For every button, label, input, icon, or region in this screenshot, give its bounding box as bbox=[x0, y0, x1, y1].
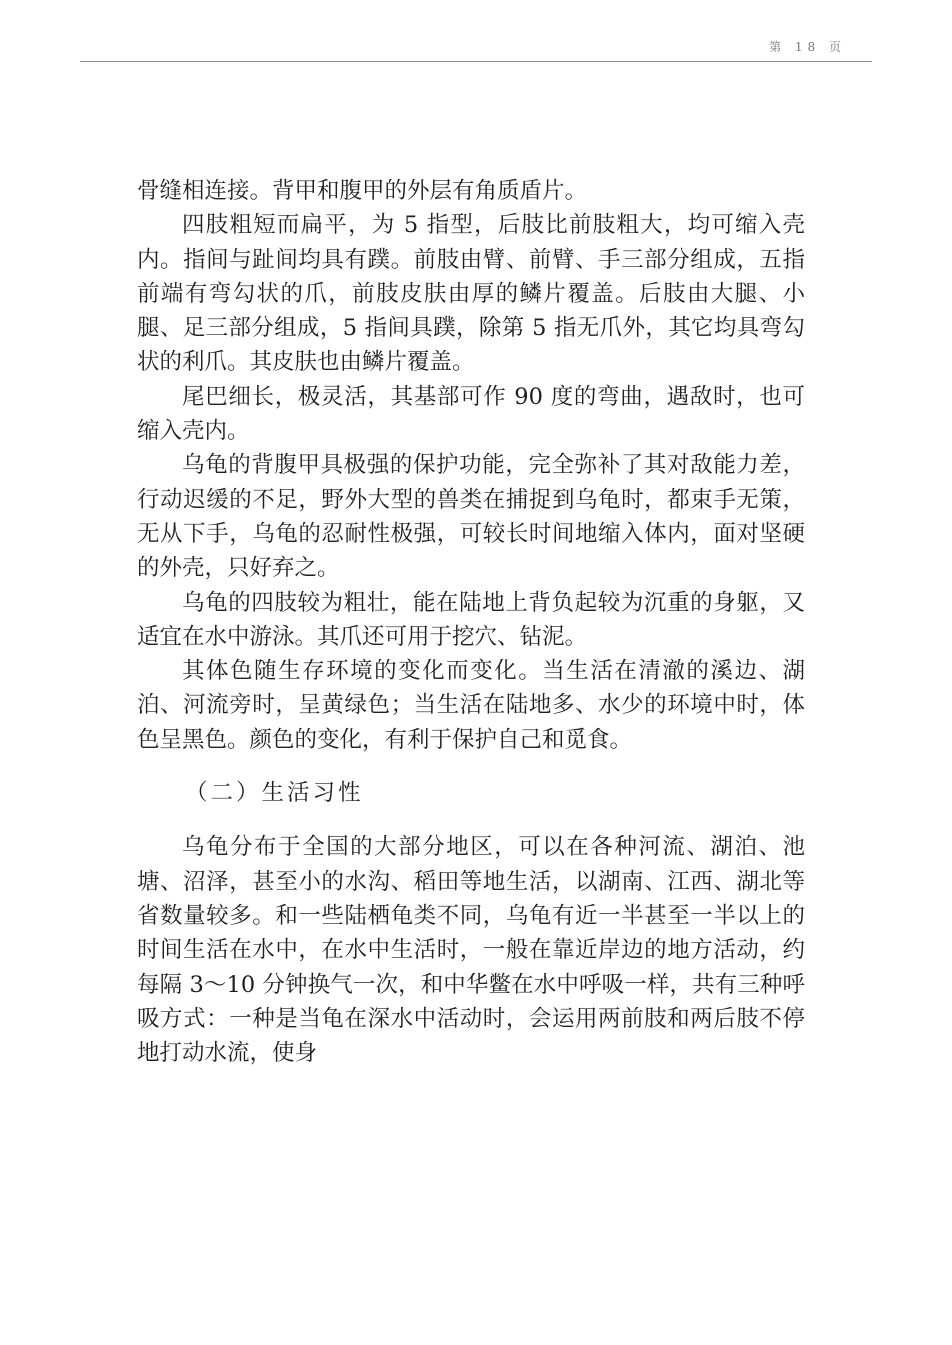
paragraph-body-color: 其体色随生存环境的变化而变化。当生活在清澈的溪边、湖泊、河流旁时，呈黄绿色；当生活在陆地多、水少的环境中时，体色呈黑色。颜色的变化，有利于保护自己和觅食。 bbox=[137, 658, 805, 753]
paragraph-habits: 乌龟分布于全国的大部分地区，可以在各种河流、湖泊、池塘、沼泽，甚至小的水沟、稻田等地生活，以湖南、江西、湖北等省数量较多。和一些陆栖龟类不同，乌龟有近一半甚至一半以上的时间生活在水中，在水中生活时，一般在靠近岸边的地方活动，约每隔 3～10 分钟换气一次，和中华鳖在水中呼吸一样，共有三种呼吸方式：一种是当龟在深水中活动时，会运用两前肢和两后肢不停地打动水流，使身 bbox=[137, 834, 805, 1067]
paragraph-shell-protection: 乌龟的背腹甲具极强的保护功能，完全弥补了其对敌能力差，行动迟缓的不足，野外大型的兽类在捕捉到乌龟时，都束手无策，无从下手，乌龟的忍耐性极强，可较长时间地缩入体内，面对坚硬的外壳，只好弃之。 bbox=[137, 452, 805, 582]
paragraph-limbs: 四肢粗短而扁平，为 5 指型，后肢比前肢粗大，均可缩入壳内。指间与趾间均具有蹼。前肢由臂、前臂、手三部分组成，五指前端有弯勾状的爪，前肢皮肤由厚的鳞片覆盖。后肢由大腿、小腿、足三部分组成，5 指间具蹼，除第 5 指无爪外，其它均具弯勾状的利爪。其皮肤也由鳞片覆盖。 bbox=[137, 212, 805, 376]
page-body bbox=[137, 174, 805, 1070]
paragraph-continuation: 骨缝相连接。背甲和腹甲的外层有角质盾片。 bbox=[137, 178, 588, 204]
page-number: 第 18 页 bbox=[769, 40, 846, 54]
paragraph-limb-strength: 乌龟的四肢较为粗壮，能在陆地上背负起较为沉重的身躯，又适宜在水中游泳。其爪还可用于挖穴、钻泥。 bbox=[137, 589, 805, 650]
page-header bbox=[80, 0, 872, 62]
paragraph-tail: 尾巴细长，极灵活，其基部可作 90 度的弯曲，遇敌时，也可缩入壳内。 bbox=[137, 383, 805, 445]
section-heading: （二）生活习性 bbox=[185, 780, 364, 807]
